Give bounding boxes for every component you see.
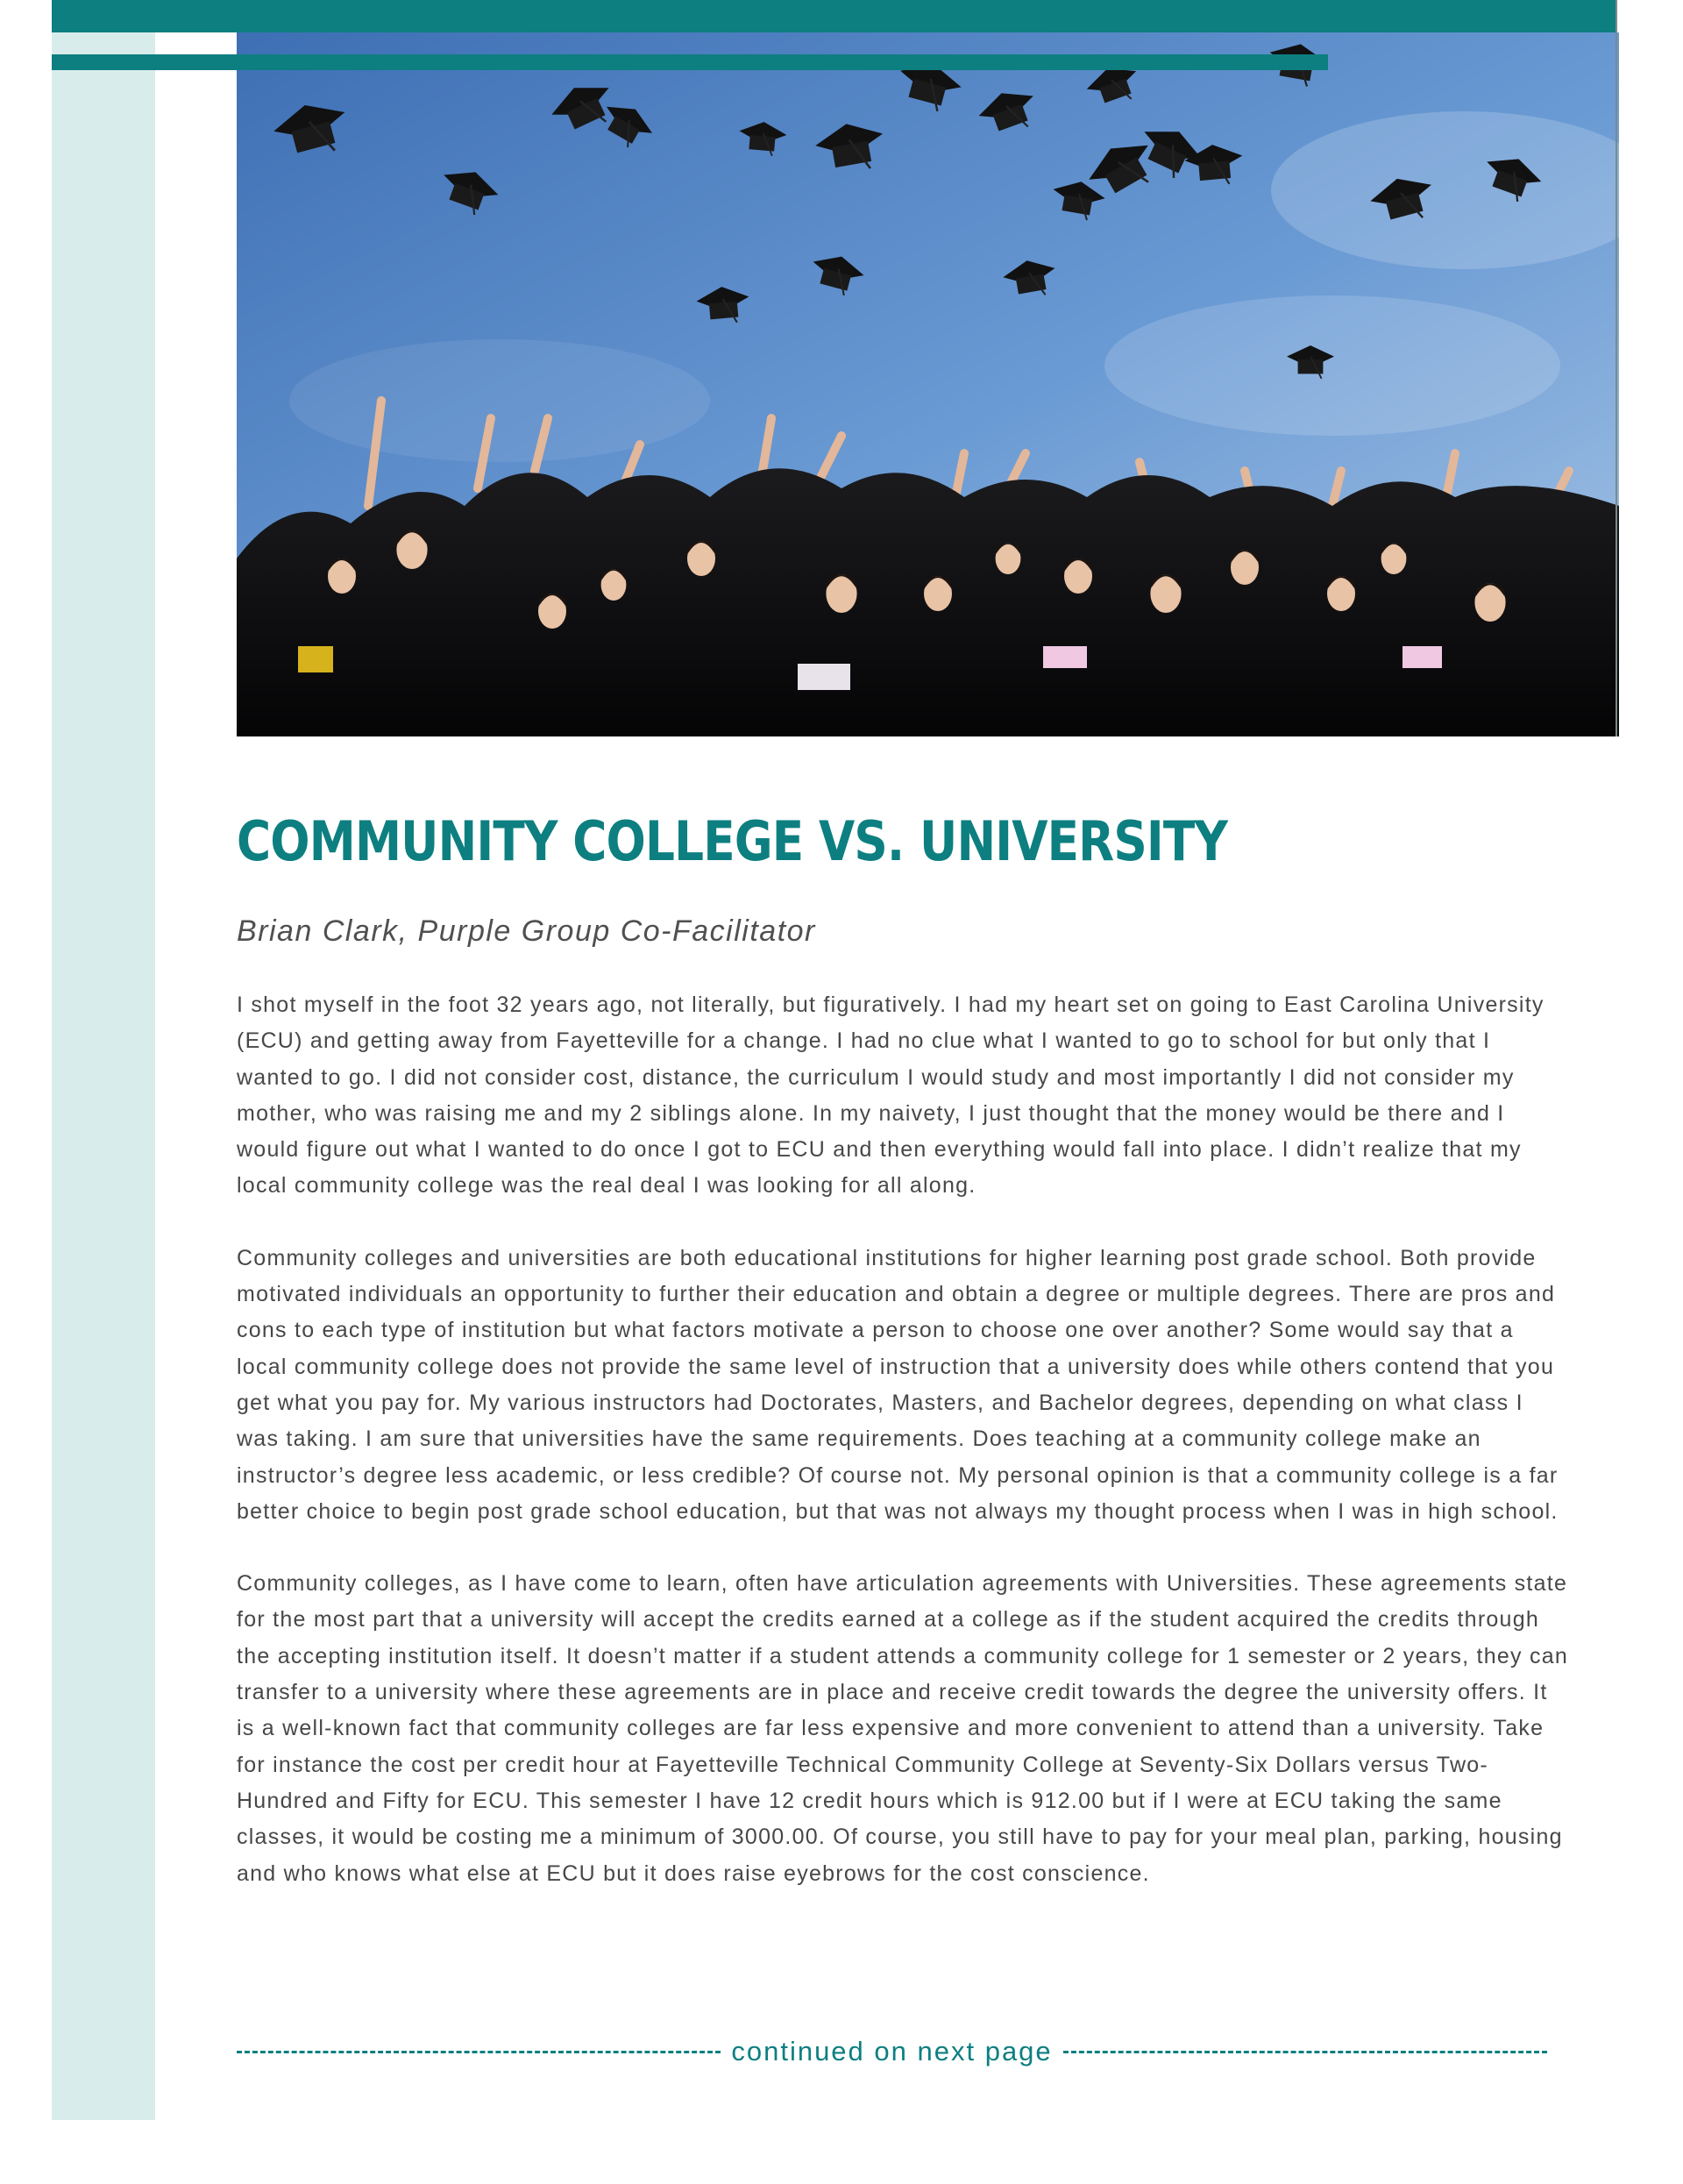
dashed-rule-right xyxy=(1063,2051,1547,2053)
graduation-caps-photo xyxy=(237,32,1619,736)
right-edge-line xyxy=(1616,0,1617,736)
top-accent-bar xyxy=(52,0,1616,32)
secondary-accent-bar xyxy=(52,54,1328,70)
article-paragraph: I shot myself in the foot 32 years ago, not literally, but figuratively. I had my heart set on going to East Carolina University (ECU) and getting away from Fayetteville for a change. I had no clue what I wanted to go to school for but only that I wanted to go. I did not consider cost, distance, the curriculum I would study and most importantly I did not consider my mother, who was raising me and my 2 siblings alone. In my naivety, I just thought that the money would be there and I would figure out what I wanted to do once I got to ECU and then everything would fall into place. I didn’t realize that my local community college was the real deal I was looking for all along. xyxy=(237,992,1545,1199)
dashed-rule-left xyxy=(237,2051,721,2053)
article-paragraph: Community colleges and universities are both educational institutions for higher learning post grade school. Both provide motivated individuals an opportunity to further their education and obtain a degree or multiple degrees. There are pros and cons to each type of institution but what factors motivate a person to choose one over another? Some would say that a local community college does not provide the same level of instruction that a university does while others contend that you get what you pay for. My various instructors had Doctorates, Masters, and Bachelor degrees, depending on what class I was taking. I am sure that universities have the same requirements. Does teaching at a community college make an instructor’s degree less academic, or less credible? Of course not. My personal opinion is that a community college is a far better choice to begin post grade school education, but that was not always my thought process when I was in high school. xyxy=(237,1245,1559,1524)
article-title: COMMUNITY COLLEGE VS. UNIVERSITY xyxy=(237,809,1228,873)
side-strip xyxy=(52,0,155,2120)
continued-label: continued on next page xyxy=(731,2036,1053,2067)
article-byline: Brian Clark, Purple Group Co-Facilitator xyxy=(237,914,816,948)
article-paragraph: Community colleges, as I have come to learn, often have articulation agreements with Universities. These agreements state for the most part that a university will accept the credits earned at a college as if the student acquired the credits through the accepting institution itself. It doesn’t matter if a student attends a community college for 1 semester or 2 years, they can transfer to a university where these agreements are in place and receive credit towards the degree the university offers. It is a well-known fact that community colleges are far less expensive and more convenient to attend than a university. Take for instance the cost per credit hour at Fayetteville Technical Community College at Seventy-Six Dollars versus Two-Hundred and Fifty for ECU. This semester I have 12 credit hours which is 912.00 but if I were at ECU taking the same classes, it would be costing me a minimum of 3000.00. Of course, you still have to pay for your meal plan, parking, housing and who knows what else at ECU but it does raise eyebrows for the cost conscience. xyxy=(237,1571,1569,1886)
header-notch xyxy=(155,32,237,54)
article-body xyxy=(237,987,1571,1928)
continued-notice xyxy=(237,2036,1547,2067)
